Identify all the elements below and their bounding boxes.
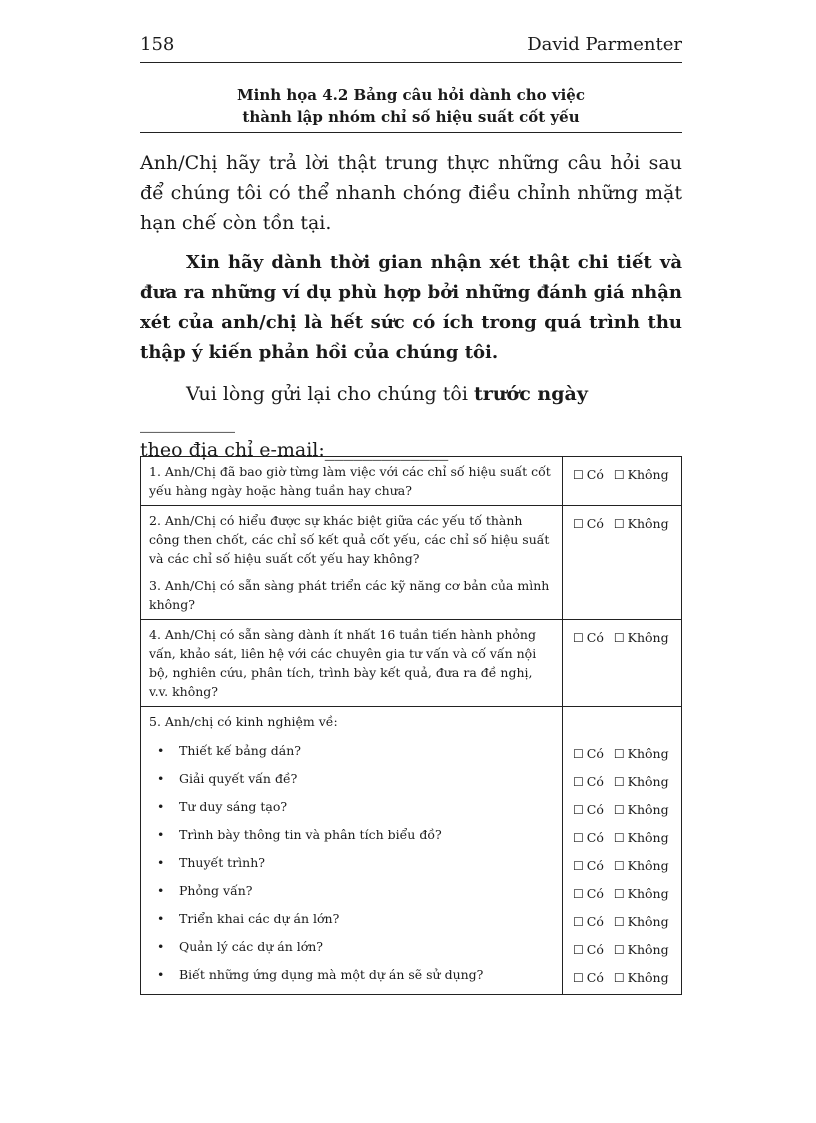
checkbox-icon: ☐ — [613, 971, 625, 985]
answer-row — [573, 908, 677, 936]
table-row — [141, 707, 682, 995]
answer-row — [573, 740, 677, 768]
checkbox-icon: ☐ — [573, 831, 584, 845]
checkbox-icon: ☐ — [613, 887, 625, 901]
checkbox-icon: ☐ — [573, 887, 584, 901]
date-blank: __________ — [140, 411, 235, 433]
no-option[interactable]: ☐ Không — [613, 630, 669, 645]
yes-option[interactable]: ☐ Có — [573, 886, 604, 901]
email-line: theo địa chỉ e-mail:_____________ — [140, 439, 449, 461]
answer-row — [573, 824, 677, 852]
intro-paragraph: Anh/Chị hãy trả lời thật trung thực những câu hỏi sau để chúng tôi có thể nhanh chóng điều chỉnh những mặt hạn chế còn tồn tại. — [140, 152, 682, 234]
checkbox-icon: ☐ — [573, 468, 584, 482]
checkbox-icon: ☐ — [613, 831, 625, 845]
checkbox-icon: ☐ — [573, 517, 584, 531]
checkbox-icon: ☐ — [573, 915, 584, 929]
answer-row — [573, 936, 677, 964]
caption-divider — [140, 132, 682, 133]
no-option[interactable]: ☐ Không — [613, 970, 669, 985]
question-1: 1. Anh/Chị đã bao giờ từng làm việc với các chỉ số hiệu suất cốt yếu hàng ngày hoặc hàng tuần hay chưa? — [149, 464, 551, 498]
yes-option[interactable]: ☐ Có — [573, 802, 604, 817]
checkbox-icon: ☐ — [613, 915, 625, 929]
checkbox-icon: ☐ — [573, 775, 584, 789]
checkbox-icon: ☐ — [613, 775, 625, 789]
list-item: • Tư duy sáng tạo? — [149, 793, 554, 821]
no-option[interactable]: ☐ Không — [613, 942, 669, 957]
question-cell — [141, 620, 563, 707]
list-item: • Thuyết trình? — [149, 849, 554, 877]
checkbox-icon: ☐ — [573, 747, 584, 761]
answer-row — [573, 852, 677, 880]
checkbox-icon: ☐ — [573, 943, 584, 957]
yes-option[interactable]: ☐ Có — [573, 942, 604, 957]
no-option[interactable]: ☐ Không — [613, 914, 669, 929]
yes-option[interactable]: ☐ Có — [573, 830, 604, 845]
checkbox-icon: ☐ — [613, 747, 625, 761]
question-cell — [141, 707, 563, 995]
yes-option[interactable]: ☐ Có — [573, 467, 604, 482]
answer-row — [573, 796, 677, 824]
question-cell — [141, 457, 563, 506]
list-item: • Triển khai các dự án lớn? — [149, 905, 554, 933]
yes-option[interactable]: ☐ Có — [573, 630, 604, 645]
yes-option[interactable]: ☐ Có — [573, 746, 604, 761]
experience-list — [149, 737, 554, 989]
page-number: 158 — [140, 34, 175, 55]
answer-cell — [563, 707, 682, 995]
checkbox-icon: ☐ — [613, 517, 625, 531]
list-item: • Thiết kế bảng dán? — [149, 737, 554, 765]
list-item: • Phỏng vấn? — [149, 877, 554, 905]
answer-cell — [563, 620, 682, 707]
checkbox-icon: ☐ — [613, 943, 625, 957]
no-option[interactable]: ☐ Không — [613, 830, 669, 845]
emphasis-text: Xin hãy dành thời gian nhận xét thật chi tiết và đưa ra những ví dụ phù hợp bởi những đánh giá nhận xét của anh/chị là hết sức có ích trong quá trình thu thập ý kiến phản hồi của chúng tôi. — [140, 252, 682, 363]
running-head-author: David Parmenter — [527, 34, 682, 55]
answer-row — [573, 880, 677, 908]
no-option[interactable]: ☐ Không — [613, 516, 669, 531]
question-4: 4. Anh/Chị có sẵn sàng dành ít nhất 16 tuần tiến hành phỏng vấn, khảo sát, liên hệ với các chuyên gia tư vấn và cố vấn nội bộ, nghiên cứu, phân tích, trình bày kết quả, đưa ra đề nghị, v.v. không? — [149, 627, 537, 699]
question-cell — [141, 506, 563, 620]
question-2: 2. Anh/Chị có hiểu được sự khác biệt giữa các yếu tố thành công then chốt, các chỉ số kết quả cốt yếu, các chỉ số hiệu suất và các chỉ số hiệu suất cốt yếu hay không? — [149, 513, 550, 566]
list-item: • Trình bày thông tin và phân tích biểu đồ? — [149, 821, 554, 849]
table-row — [141, 620, 682, 707]
no-option[interactable]: ☐ Không — [613, 774, 669, 789]
caption-line-1: Minh họa 4.2 Bảng câu hỏi dành cho việc — [237, 86, 585, 104]
no-option[interactable]: ☐ Không — [613, 746, 669, 761]
emphasis-paragraph — [140, 248, 682, 368]
checkbox-icon: ☐ — [613, 803, 625, 817]
answer-row — [573, 768, 677, 796]
checkbox-icon: ☐ — [573, 803, 584, 817]
yes-option[interactable]: ☐ Có — [573, 970, 604, 985]
yes-option[interactable]: ☐ Có — [573, 516, 604, 531]
answer-list — [573, 740, 677, 992]
questionnaire-table — [140, 456, 682, 995]
caption-line-2: thành lập nhóm chỉ số hiệu suất cốt yếu — [242, 108, 580, 126]
answer-row — [573, 964, 677, 992]
checkbox-icon: ☐ — [613, 631, 625, 645]
answer-cell — [563, 457, 682, 506]
table-row — [141, 506, 682, 620]
question-3: 3. Anh/Chị có sẵn sàng phát triển các kỹ năng cơ bản của mình không? — [149, 578, 550, 612]
table-row — [141, 457, 682, 506]
yes-option[interactable]: ☐ Có — [573, 774, 604, 789]
deadline-text: Vui lòng gửi lại cho chúng tôi — [186, 383, 474, 405]
question-5: 5. Anh/chị có kinh nghiệm về: — [149, 714, 338, 729]
checkbox-icon: ☐ — [573, 859, 584, 873]
no-option[interactable]: ☐ Không — [613, 467, 669, 482]
yes-option[interactable]: ☐ Có — [573, 914, 604, 929]
figure-caption — [140, 84, 682, 128]
no-option[interactable]: ☐ Không — [613, 858, 669, 873]
checkbox-icon: ☐ — [573, 631, 584, 645]
answer-cell — [563, 506, 682, 620]
page-header — [140, 30, 682, 63]
no-option[interactable]: ☐ Không — [613, 886, 669, 901]
list-item: • Biết những ứng dụng mà một dự án sẽ sử dụng? — [149, 961, 554, 989]
deadline-bold: trước ngày — [473, 383, 588, 405]
no-option[interactable]: ☐ Không — [613, 802, 669, 817]
list-item: • Quản lý các dự án lớn? — [149, 933, 554, 961]
yes-option[interactable]: ☐ Có — [573, 858, 604, 873]
list-item: • Giải quyết vấn đề? — [149, 765, 554, 793]
checkbox-icon: ☐ — [613, 468, 625, 482]
checkbox-icon: ☐ — [573, 971, 584, 985]
checkbox-icon: ☐ — [613, 859, 625, 873]
deadline-instruction — [140, 380, 682, 464]
